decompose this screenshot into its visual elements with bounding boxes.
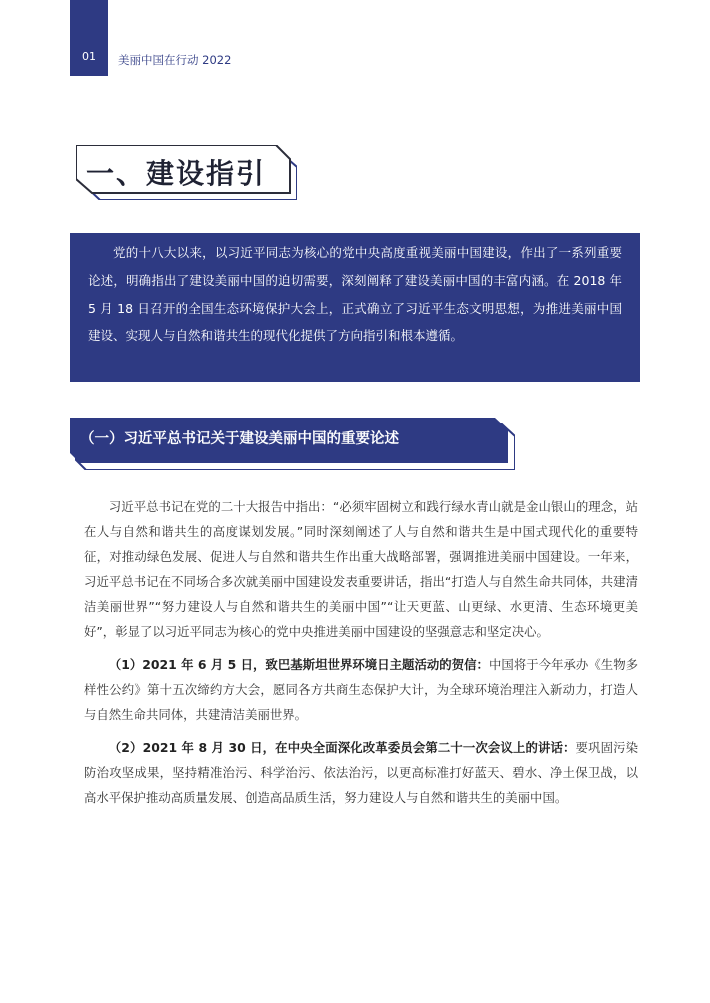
paragraph-item-2 [84,735,638,810]
paragraph-1: 习近平总书记在党的二十大报告中指出：“必须牢固树立和践行绿水青山就是金山银山的理念，站在人与自然和谐共生的高度谋划发展。”同时深刻阐述了人与自然和谐共生是中国式现代化的重要特征，对推动绿色发展、促进人与自然和谐共生作出重大战略部署，强调推进美丽中国建设。一年来，习近平总书记在不同场合多次就美丽中国建设发表重要讲话，指出“打造人与自然生命共同体，共建清洁美丽世界”“努力建设人与自然和谐共生的美丽中国”“让天更蓝、山更绿、水更清、生态环境更美好”，彰显了以习近平同志为核心的党中央推进美丽中国建设的坚强意志和坚定决心。 [84,499,638,639]
body-text [84,494,638,818]
section-title: 一、建设指引 [86,157,267,190]
page-number: 01 [82,50,96,63]
item-2-text: 要巩固污染防治攻坚成果，坚持精准治污、科学治污、依法治污，以更高标准打好蓝天、碧水、净土保卫战，以高水平保护推动高质量发展、创造高品质生活，努力建设人与自然和谐共生的美丽中国。 [84,740,638,805]
intro-text: 党的十八大以来，以习近平同志为核心的党中央高度重视美丽中国建设，作出了一系列重要论述，明确指出了建设美丽中国的迫切需要，深刻阐释了建设美丽中国的丰富内涵。在 2018 年 5 月 18 日召开的全国生态环境保护大会上，正式确立了习近平生态文明思想，为推进美丽中国建设、实现人与自然和谐共生的现代化提供了方向指引和根本遵循。 [88,245,622,344]
item-1-heading: （1）2021 年 6 月 5 日，致巴基斯坦世界环境日主题活动的贺信： [108,657,489,672]
item-2-heading: （2）2021 年 8 月 30 日，在中央全面深化改革委员会第二十一次会议上的讲话： [108,740,576,755]
intro-panel [70,233,640,382]
header-accent-bar [70,0,108,76]
subsection-title: （一）习近平总书记关于建设美丽中国的重要论述 [80,431,399,447]
item-1-text: 中国将于今年承办《生物多样性公约》第十五次缔约方大会，愿同各方共商生态保护大计，为全球环境治理注入新动力，打造人与自然生命共同体，共建清洁美丽世界。 [84,657,638,722]
paragraph-item-1 [84,652,638,727]
running-header-title: 美丽中国在行动 2022 [118,53,232,67]
